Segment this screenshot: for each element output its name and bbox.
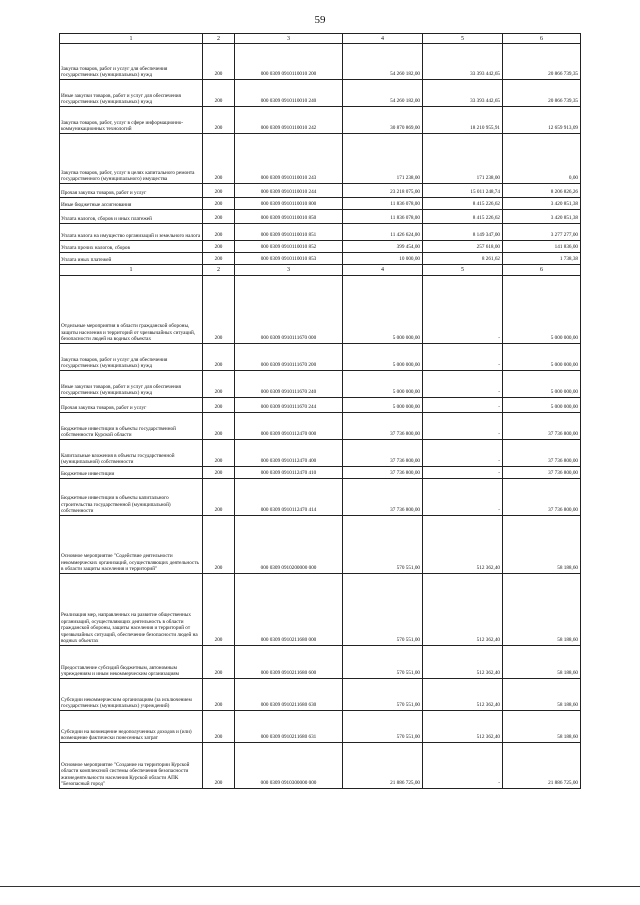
row-kind: 200 — [203, 413, 235, 440]
row-code: 000 0309 0910111670 200 — [235, 344, 343, 371]
row-kind: 200 — [203, 80, 235, 107]
table-row — [60, 44, 581, 80]
header-repeat-col-4: 4 — [343, 265, 423, 276]
row-code: 000 0309 0910200000 000 — [235, 516, 343, 574]
row-kind: 200 — [203, 134, 235, 184]
row-kind: 200 — [203, 743, 235, 789]
row-kind: 200 — [203, 574, 235, 646]
page-number: 59 — [314, 14, 326, 26]
row-col-5: 8 415 226,62 — [423, 210, 503, 224]
row-col-5: 257 618,00 — [423, 241, 503, 253]
header-col-6: 6 — [503, 34, 581, 44]
row-col-4: 11 426 624,00 — [343, 224, 423, 241]
row-col-4: 23 218 075,00 — [343, 184, 423, 198]
table-row — [60, 224, 581, 241]
row-code: 000 0309 0910110010 851 — [235, 224, 343, 241]
header-repeat-col-6: 6 — [503, 265, 581, 276]
row-code: 000 0309 0910111670 240 — [235, 371, 343, 398]
table-row — [60, 574, 581, 646]
row-name: Иные бюджетные ассигнования — [60, 198, 203, 210]
row-col-5: 171 238,00 — [423, 134, 503, 184]
row-kind: 200 — [203, 198, 235, 210]
table-row — [60, 344, 581, 371]
row-name: Отдельные мероприятия в области гражданской обороны, защиты населения и территорий от чрезвычайных ситуаций, безопасности людей на водных объектах — [60, 276, 203, 344]
row-code: 000 0309 0910110010 800 — [235, 198, 343, 210]
table-row — [60, 210, 581, 224]
row-code: 000 0309 0910110010 242 — [235, 107, 343, 134]
row-kind: 200 — [203, 241, 235, 253]
row-code: 000 0309 0910112470 414 — [235, 479, 343, 516]
row-col-6: 3 420 851,38 — [503, 198, 581, 210]
table-row — [60, 184, 581, 198]
header-repeat-col-1: 1 — [60, 265, 203, 276]
row-col-4: 570 551,00 — [343, 679, 423, 711]
row-kind: 200 — [203, 479, 235, 516]
row-col-6: 58 188,60 — [503, 574, 581, 646]
row-name: Капитальные вложения в объекты государственной (муниципальной) собственности — [60, 440, 203, 467]
row-col-5: - — [423, 467, 503, 479]
row-kind: 200 — [203, 107, 235, 134]
row-col-5: 8 415 226,62 — [423, 198, 503, 210]
table-row — [60, 743, 581, 789]
row-name: Закупка товаров, работ, услуг в сфере информационно-коммуникационных технологий — [60, 107, 203, 134]
row-code: 000 0309 0910110010 240 — [235, 80, 343, 107]
row-col-5: - — [423, 371, 503, 398]
row-kind: 200 — [203, 679, 235, 711]
row-col-6: 0,00 — [503, 134, 581, 184]
row-code: 000 0309 0910110010 244 — [235, 184, 343, 198]
row-col-4: 11 836 078,00 — [343, 198, 423, 210]
header-col-3: 3 — [235, 34, 343, 44]
row-kind: 200 — [203, 711, 235, 743]
table-row — [60, 516, 581, 574]
row-kind: 200 — [203, 467, 235, 479]
table-header — [60, 34, 581, 44]
table-row — [60, 711, 581, 743]
table-row — [60, 371, 581, 398]
row-col-5: - — [423, 413, 503, 440]
row-kind: 200 — [203, 398, 235, 413]
row-col-5: - — [423, 440, 503, 467]
table-row — [60, 276, 581, 344]
row-col-6: 5 000 000,00 — [503, 398, 581, 413]
table-row — [60, 241, 581, 253]
row-col-6: 3 420 851,38 — [503, 210, 581, 224]
row-name: Закупка товаров, работ и услуг для обеспечения государственных (муниципальных) нужд — [60, 44, 203, 80]
row-kind: 200 — [203, 344, 235, 371]
row-code: 000 0309 0910111670 000 — [235, 276, 343, 344]
row-name: Основное мероприятие "Содействие деятельности некоммерческих организаций, осуществляющих деятельность в области защиты населения и территорий" — [60, 516, 203, 574]
table-row — [60, 440, 581, 467]
row-name: Иные закупки товаров, работ и услуг для обеспечения государственных (муниципальных) нужд — [60, 80, 203, 107]
row-col-5: 512 362,40 — [423, 646, 503, 679]
row-name: Закупка товаров, работ и услуг для обеспечения государственных (муниципальных) нужд — [60, 344, 203, 371]
header-col-5: 5 — [423, 34, 503, 44]
row-col-6: 20 866 739,35 — [503, 44, 581, 80]
row-col-4: 5 000 000,00 — [343, 398, 423, 413]
row-code: 000 0309 0910112470 000 — [235, 413, 343, 440]
table-row — [60, 479, 581, 516]
row-name: Уплата прочих налогов, сборов — [60, 241, 203, 253]
row-code: 000 0309 0910112470 400 — [235, 440, 343, 467]
table-row — [60, 198, 581, 210]
row-col-5: 33 393 442,65 — [423, 80, 503, 107]
row-col-6: 37 736 800,00 — [503, 467, 581, 479]
row-kind: 200 — [203, 646, 235, 679]
row-name: Субсидии некоммерческим организациям (за исключением государственных (муниципальных) учреждений) — [60, 679, 203, 711]
row-col-5: - — [423, 743, 503, 789]
table-row — [60, 413, 581, 440]
row-col-5: - — [423, 344, 503, 371]
row-code: 000 0309 0910111670 244 — [235, 398, 343, 413]
row-name: Прочая закупка товаров, работ и услуг — [60, 184, 203, 198]
row-kind: 200 — [203, 440, 235, 467]
row-name: Уплата налога на имущество организаций и земельного налога — [60, 224, 203, 241]
row-code: 000 0309 0910112470 410 — [235, 467, 343, 479]
row-col-6: 20 866 739,35 — [503, 80, 581, 107]
row-col-4: 21 886 725,00 — [343, 743, 423, 789]
page-bottom-rule — [0, 886, 640, 887]
row-col-4: 37 736 800,00 — [343, 479, 423, 516]
row-kind: 200 — [203, 210, 235, 224]
header-col-1: 1 — [60, 34, 203, 44]
row-col-4: 570 551,00 — [343, 574, 423, 646]
table-row — [60, 679, 581, 711]
row-kind: 200 — [203, 276, 235, 344]
row-col-6: 8 206 826,26 — [503, 184, 581, 198]
budget-table-sheet — [59, 33, 580, 789]
row-name: Уплата иных платежей — [60, 253, 203, 265]
row-col-5: - — [423, 276, 503, 344]
table-row — [60, 107, 581, 134]
row-col-6: 12 659 913,09 — [503, 107, 581, 134]
row-col-4: 171 238,00 — [343, 134, 423, 184]
row-col-4: 30 870 869,00 — [343, 107, 423, 134]
row-col-5: 512 362,40 — [423, 574, 503, 646]
row-code: 000 0309 0910110010 850 — [235, 210, 343, 224]
row-col-4: 37 736 800,00 — [343, 413, 423, 440]
row-col-4: 37 736 800,00 — [343, 467, 423, 479]
row-col-6: 37 736 800,00 — [503, 479, 581, 516]
row-name: Бюджетные инвестиции — [60, 467, 203, 479]
row-col-5: 15 011 248,74 — [423, 184, 503, 198]
row-col-5: 8 261,62 — [423, 253, 503, 265]
row-name: Иные закупки товаров, работ и услуг для обеспечения государственных (муниципальных) нужд — [60, 371, 203, 398]
row-code: 000 0309 0910110010 852 — [235, 241, 343, 253]
row-col-5: 512 362,40 — [423, 679, 503, 711]
row-code: 000 0309 0910211680 600 — [235, 646, 343, 679]
row-name: Закупка товаров, работ, услуг в целях капитального ремонта государственного (муниципального) имущества — [60, 134, 203, 184]
table-row — [60, 398, 581, 413]
row-col-6: 58 188,60 — [503, 646, 581, 679]
row-col-6: 37 736 800,00 — [503, 413, 581, 440]
row-col-4: 5 000 000,00 — [343, 344, 423, 371]
row-name: Реализация мер, направленных на развитие общественных организаций, осуществляющих деятельность в области гражданской обороны, защиты населения и территорий от чрезвычайных ситуаций, обеспечение безопасности людей на водных объектах — [60, 574, 203, 646]
table-row — [60, 134, 581, 184]
row-code: 000 0309 0910211680 630 — [235, 679, 343, 711]
row-col-6: 5 000 000,00 — [503, 344, 581, 371]
header-col-2: 2 — [203, 34, 235, 44]
row-name: Уплата налогов, сборов и иных платежей — [60, 210, 203, 224]
header-repeat-col-2: 2 — [203, 265, 235, 276]
row-col-5: 18 210 955,91 — [423, 107, 503, 134]
row-col-6: 21 886 725,00 — [503, 743, 581, 789]
row-col-6: 5 000 000,00 — [503, 371, 581, 398]
table-row — [60, 80, 581, 107]
row-name: Субсидии на возмещение недополученных доходов и (или) возмещение фактически понесенных затрат — [60, 711, 203, 743]
row-col-4: 37 736 800,00 — [343, 440, 423, 467]
row-code: 000 0309 0910110010 200 — [235, 44, 343, 80]
row-col-5: 33 393 442,65 — [423, 44, 503, 80]
row-col-6: 37 736 800,00 — [503, 440, 581, 467]
table-row — [60, 253, 581, 265]
row-col-4: 5 000 000,00 — [343, 276, 423, 344]
row-name: Бюджетные инвестиции в объекты государственной собственности Курской области — [60, 413, 203, 440]
row-name: Прочая закупка товаров, работ и услуг — [60, 398, 203, 413]
row-col-6: 1 738,38 — [503, 253, 581, 265]
row-col-5: - — [423, 479, 503, 516]
table-header-repeat — [60, 265, 581, 276]
row-col-4: 399 454,00 — [343, 241, 423, 253]
row-col-4: 5 000 000,00 — [343, 371, 423, 398]
row-col-4: 570 551,00 — [343, 646, 423, 679]
row-kind: 200 — [203, 516, 235, 574]
row-name: Предоставление субсидий бюджетным, автономным учреждениям и иным некоммерческим организациям — [60, 646, 203, 679]
row-col-5: 512 362,40 — [423, 516, 503, 574]
row-col-4: 570 551,00 — [343, 711, 423, 743]
row-col-4: 11 836 078,00 — [343, 210, 423, 224]
row-kind: 200 — [203, 371, 235, 398]
row-col-4: 10 000,00 — [343, 253, 423, 265]
row-name: Бюджетные инвестиции в объекты капитального строительства государственной (муниципальной) собственности — [60, 479, 203, 516]
row-col-4: 54 260 182,00 — [343, 44, 423, 80]
row-col-6: 58 188,60 — [503, 711, 581, 743]
row-col-6: 58 188,60 — [503, 679, 581, 711]
header-repeat-col-5: 5 — [423, 265, 503, 276]
row-col-6: 141 836,00 — [503, 241, 581, 253]
row-col-6: 5 000 000,00 — [503, 276, 581, 344]
row-kind: 200 — [203, 253, 235, 265]
header-repeat-col-3: 3 — [235, 265, 343, 276]
row-kind: 200 — [203, 184, 235, 198]
row-col-5: 512 362,40 — [423, 711, 503, 743]
row-col-4: 570 551,00 — [343, 516, 423, 574]
row-col-4: 54 260 182,00 — [343, 80, 423, 107]
table-row — [60, 467, 581, 479]
row-col-5: - — [423, 398, 503, 413]
budget-table — [59, 33, 581, 789]
row-col-6: 58 188,60 — [503, 516, 581, 574]
row-kind: 200 — [203, 224, 235, 241]
row-kind: 200 — [203, 44, 235, 80]
header-col-4: 4 — [343, 34, 423, 44]
table-row — [60, 646, 581, 679]
row-col-5: 8 149 347,00 — [423, 224, 503, 241]
row-code: 000 0309 0910110010 853 — [235, 253, 343, 265]
row-col-6: 3 277 277,00 — [503, 224, 581, 241]
row-name: Основное мероприятие "Создание на территории Курской области комплексной системы обеспечения безопасности жизнедеятельности населения Курской области АПК "Безопасный город" — [60, 743, 203, 789]
row-code: 000 0309 0910211680 000 — [235, 574, 343, 646]
row-code: 000 0309 0910110010 243 — [235, 134, 343, 184]
row-code: 000 0309 0910300000 000 — [235, 743, 343, 789]
row-code: 000 0309 0910211680 631 — [235, 711, 343, 743]
table-body — [60, 44, 581, 789]
